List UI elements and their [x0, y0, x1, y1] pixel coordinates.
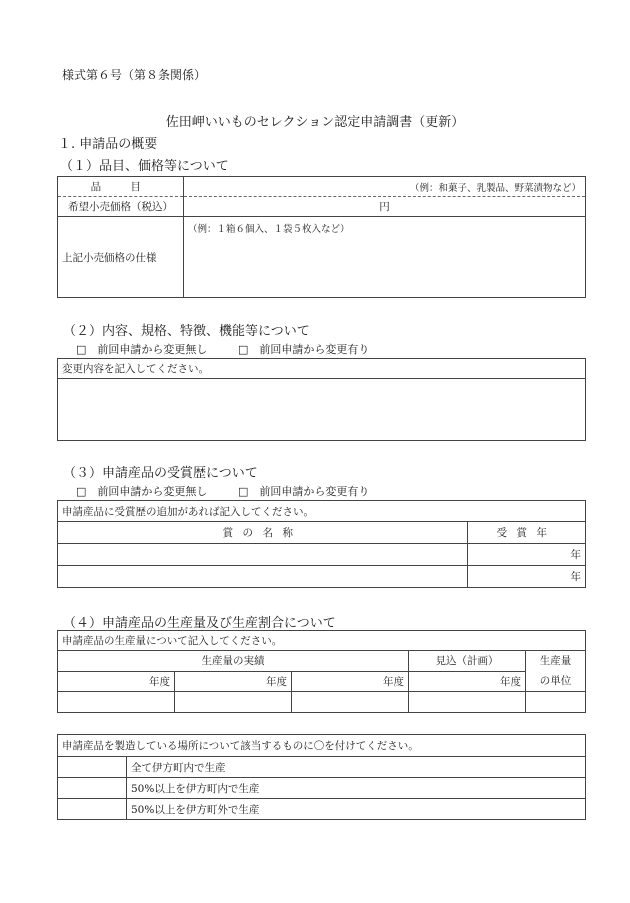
actual-production-header: 生産量の実績	[58, 651, 409, 672]
production-table	[57, 630, 586, 713]
spec-label: 上記小売価格の仕様	[58, 217, 184, 298]
unit-header: 生産量 の単位	[526, 651, 586, 692]
document-title: 佐田岬いいものセレクション認定申請調書（更新）	[165, 115, 465, 130]
location-mark-field[interactable]	[58, 757, 127, 778]
award-year-field[interactable]	[468, 566, 586, 588]
production-value-field[interactable]	[175, 692, 292, 713]
location-question: 申請産品を製造している場所について該当するものに〇を付けてください。	[58, 735, 586, 757]
part2-heading: （２）内容、規格、特徴、機能等について	[63, 324, 310, 339]
content-change-box	[57, 358, 586, 441]
award-year-field[interactable]	[468, 544, 586, 566]
part3-changed-checkbox[interactable]: □ 前回申請から変更有り	[238, 485, 370, 498]
production-value-field[interactable]	[58, 692, 175, 713]
award-name-field[interactable]	[58, 544, 468, 566]
price-field[interactable]	[184, 197, 586, 217]
award-row	[58, 544, 586, 566]
spec-field[interactable]	[184, 217, 586, 298]
production-location-table	[57, 734, 586, 820]
part1-heading: （１）品目、価格等について	[60, 159, 229, 174]
part4-heading: （４）申請産品の生産量及び生産割合について	[63, 616, 336, 631]
year-suffix: 年	[570, 549, 581, 561]
award-name-header: 賞の名称	[58, 522, 468, 544]
content-change-label: 変更内容を記入してください。	[58, 359, 586, 379]
price-unit: 円	[379, 201, 390, 213]
section1-heading: １. 申請品の概要	[58, 137, 158, 152]
award-name-field[interactable]	[58, 566, 468, 588]
location-mark-field[interactable]	[58, 799, 127, 820]
location-option: 全て伊方町内で生産	[127, 757, 586, 778]
location-mark-field[interactable]	[58, 778, 127, 799]
part3-no-change-checkbox[interactable]: □ 前回申請から変更無し	[76, 485, 208, 498]
part2-no-change-checkbox[interactable]: □ 前回申請から変更無し	[76, 343, 208, 356]
content-change-field[interactable]	[58, 379, 586, 441]
product-price-table	[57, 176, 586, 298]
fiscal-year-field[interactable]: 年度	[292, 671, 409, 692]
fiscal-year-field[interactable]: 年度	[58, 671, 175, 692]
forecast-header: 見込（計画）	[409, 651, 526, 672]
location-option: 50%以上を伊方町外で生産	[127, 799, 586, 820]
part3-heading: （３）申請産品の受賞歴について	[63, 466, 258, 481]
part2-changed-checkbox[interactable]: □ 前回申請から変更有り	[238, 343, 370, 356]
spec-example: （例：１箱６個入、１袋５枚入など）	[188, 224, 350, 235]
award-table	[57, 500, 586, 588]
form-number: 様式第６号（第８条関係）	[62, 68, 207, 82]
item-example: （例：和菓子、乳製品、野菜漬物など）	[409, 182, 581, 194]
production-value-field[interactable]	[409, 692, 526, 713]
award-box-label: 申請産品に受賞歴の追加があれば記入してください。	[58, 501, 586, 522]
item-field[interactable]	[184, 177, 586, 197]
price-label: 希望小売価格（税込）	[58, 197, 184, 217]
production-unit-field[interactable]	[526, 692, 586, 713]
award-year-header: 受賞年	[468, 522, 586, 544]
location-option: 50%以上を伊方町内で生産	[127, 778, 586, 799]
fiscal-year-field[interactable]: 年度	[175, 671, 292, 692]
award-row	[58, 566, 586, 588]
item-label: 品 目	[58, 177, 184, 197]
fiscal-year-field[interactable]: 年度	[409, 671, 526, 692]
year-suffix: 年	[570, 571, 581, 583]
production-box-label: 申請産品の生産量について記入してください。	[58, 631, 586, 651]
production-value-field[interactable]	[292, 692, 409, 713]
